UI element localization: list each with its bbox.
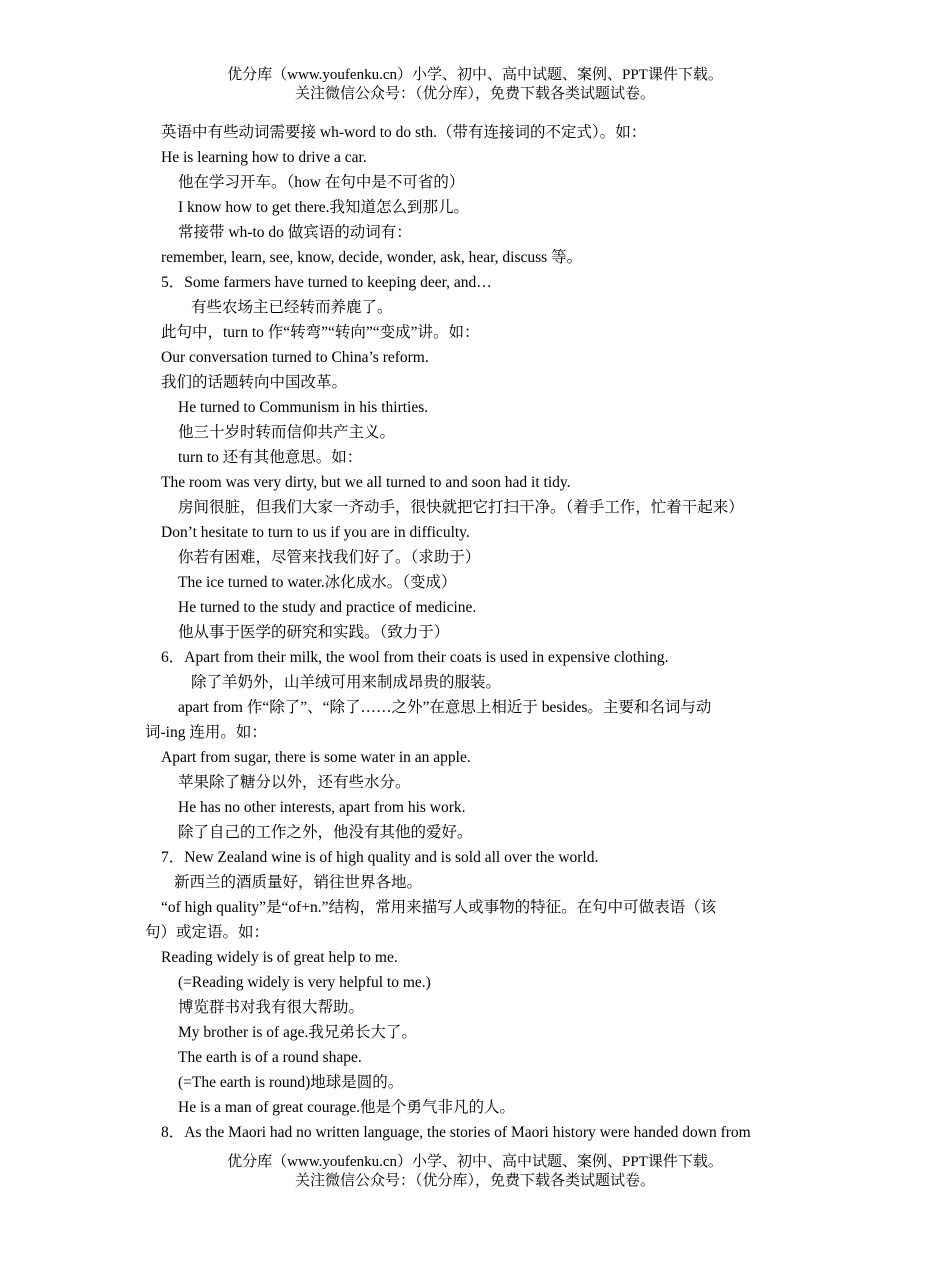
- text-line: (=Reading widely is very helpful to me.): [178, 974, 431, 991]
- text-line: He turned to Communism in his thirties.: [178, 399, 429, 416]
- header-line-1: 优分库（www.youfenku.cn）小学、初中、高中试题、案例、PPT课件下载。: [227, 67, 723, 83]
- text-line: The ice turned to water.冰化成水。（变成）: [178, 574, 457, 591]
- text-line: 句）或定语。如：: [145, 924, 270, 941]
- text-line: He has no other interests, apart from his work.: [178, 799, 466, 816]
- text-line: 我们的话题转向中国改革。: [161, 374, 348, 391]
- numbered-item: 8．As the Maori had no written language, the stories of Maori history were handed down from: [161, 1124, 751, 1141]
- text-line: 有些农场主已经转而养鹿了。: [191, 299, 393, 316]
- text-line: He turned to the study and practice of medicine.: [178, 599, 477, 616]
- page-header: [0, 66, 950, 104]
- text-line: 英语中有些动词需要接 wh-word to do sth.（带有连接词的不定式）。如：: [161, 124, 647, 141]
- text-line: 词-ing 连用。如：: [145, 724, 267, 741]
- text-line: 除了自己的工作之外，他没有其他的爱好。: [178, 824, 473, 841]
- footer-line-1: 优分库（www.youfenku.cn）小学、初中、高中试题、案例、PPT课件下载。: [227, 1154, 723, 1170]
- footer-line-2: 关注微信公众号：（优分库），免费下载各类试题试卷。: [294, 1173, 655, 1189]
- numbered-item: 6．Apart from their milk, the wool from their coats is used in expensive clothing.: [161, 649, 669, 666]
- text-line: Reading widely is of great help to me.: [161, 949, 398, 966]
- header-line-2: 关注微信公众号：（优分库），免费下载各类试题试卷。: [294, 86, 655, 102]
- text-line: 新西兰的酒质量好，销往世界各地。: [174, 874, 423, 891]
- text-line: 此句中，turn to 作“转弯”“转向”“变成”讲。如：: [161, 324, 480, 341]
- text-line: (=The earth is round)地球是圆的。: [178, 1074, 404, 1091]
- page-footer: [0, 1153, 950, 1191]
- text-line: “of high quality”是“of+n.”结构，常用来描写人或事物的特征。在句中可做表语（该: [161, 899, 717, 916]
- text-line: Apart from sugar, there is some water in an apple.: [161, 749, 471, 766]
- text-line: apart from 作“除了”、“除了……之外”在意思上相近于 besides。主要和名词与动: [178, 699, 712, 716]
- numbered-item: 5．Some farmers have turned to keeping deer, and…: [161, 274, 492, 291]
- text-line: 他三十岁时转而信仰共产主义。: [178, 424, 396, 441]
- text-line: I know how to get there.我知道怎么到那儿。: [178, 199, 470, 216]
- text-line: He is a man of great courage.他是个勇气非凡的人。: [178, 1099, 516, 1116]
- text-line: He is learning how to drive a car.: [161, 149, 367, 166]
- text-line: Our conversation turned to China’s reform.: [161, 349, 429, 366]
- numbered-item: 7．New Zealand wine is of high quality and is sold all over the world.: [161, 849, 599, 866]
- text-line: 常接带 wh-to do 做宾语的动词有：: [178, 224, 412, 241]
- text-line: Don’t hesitate to turn to us if you are in difficulty.: [161, 524, 470, 541]
- text-line: The earth is of a round shape.: [178, 1049, 362, 1066]
- text-line: turn to 还有其他意思。如：: [178, 449, 363, 466]
- text-line: 房间很脏，但我们大家一齐动手，很快就把它打扫干净。（着手工作，忙着干起来）: [178, 499, 744, 516]
- text-line: 他从事于医学的研究和实践。（致力于）: [178, 624, 450, 641]
- text-line: 苹果除了糖分以外，还有些水分。: [178, 774, 411, 791]
- text-line: 你若有困难，尽管来找我们好了。（求助于）: [178, 549, 481, 566]
- text-line: The room was very dirty, but we all turned to and soon had it tidy.: [161, 474, 571, 491]
- text-line: 博览群书对我有很大帮助。: [178, 999, 365, 1016]
- text-line: remember, learn, see, know, decide, wonder, ask, hear, discuss 等。: [161, 249, 583, 266]
- text-line: 他在学习开车。（how 在句中是不可省的）: [178, 174, 465, 191]
- text-line: 除了羊奶外，山羊绒可用来制成昂贵的服装。: [191, 674, 502, 691]
- text-line: My brother is of age.我兄弟长大了。: [178, 1024, 417, 1041]
